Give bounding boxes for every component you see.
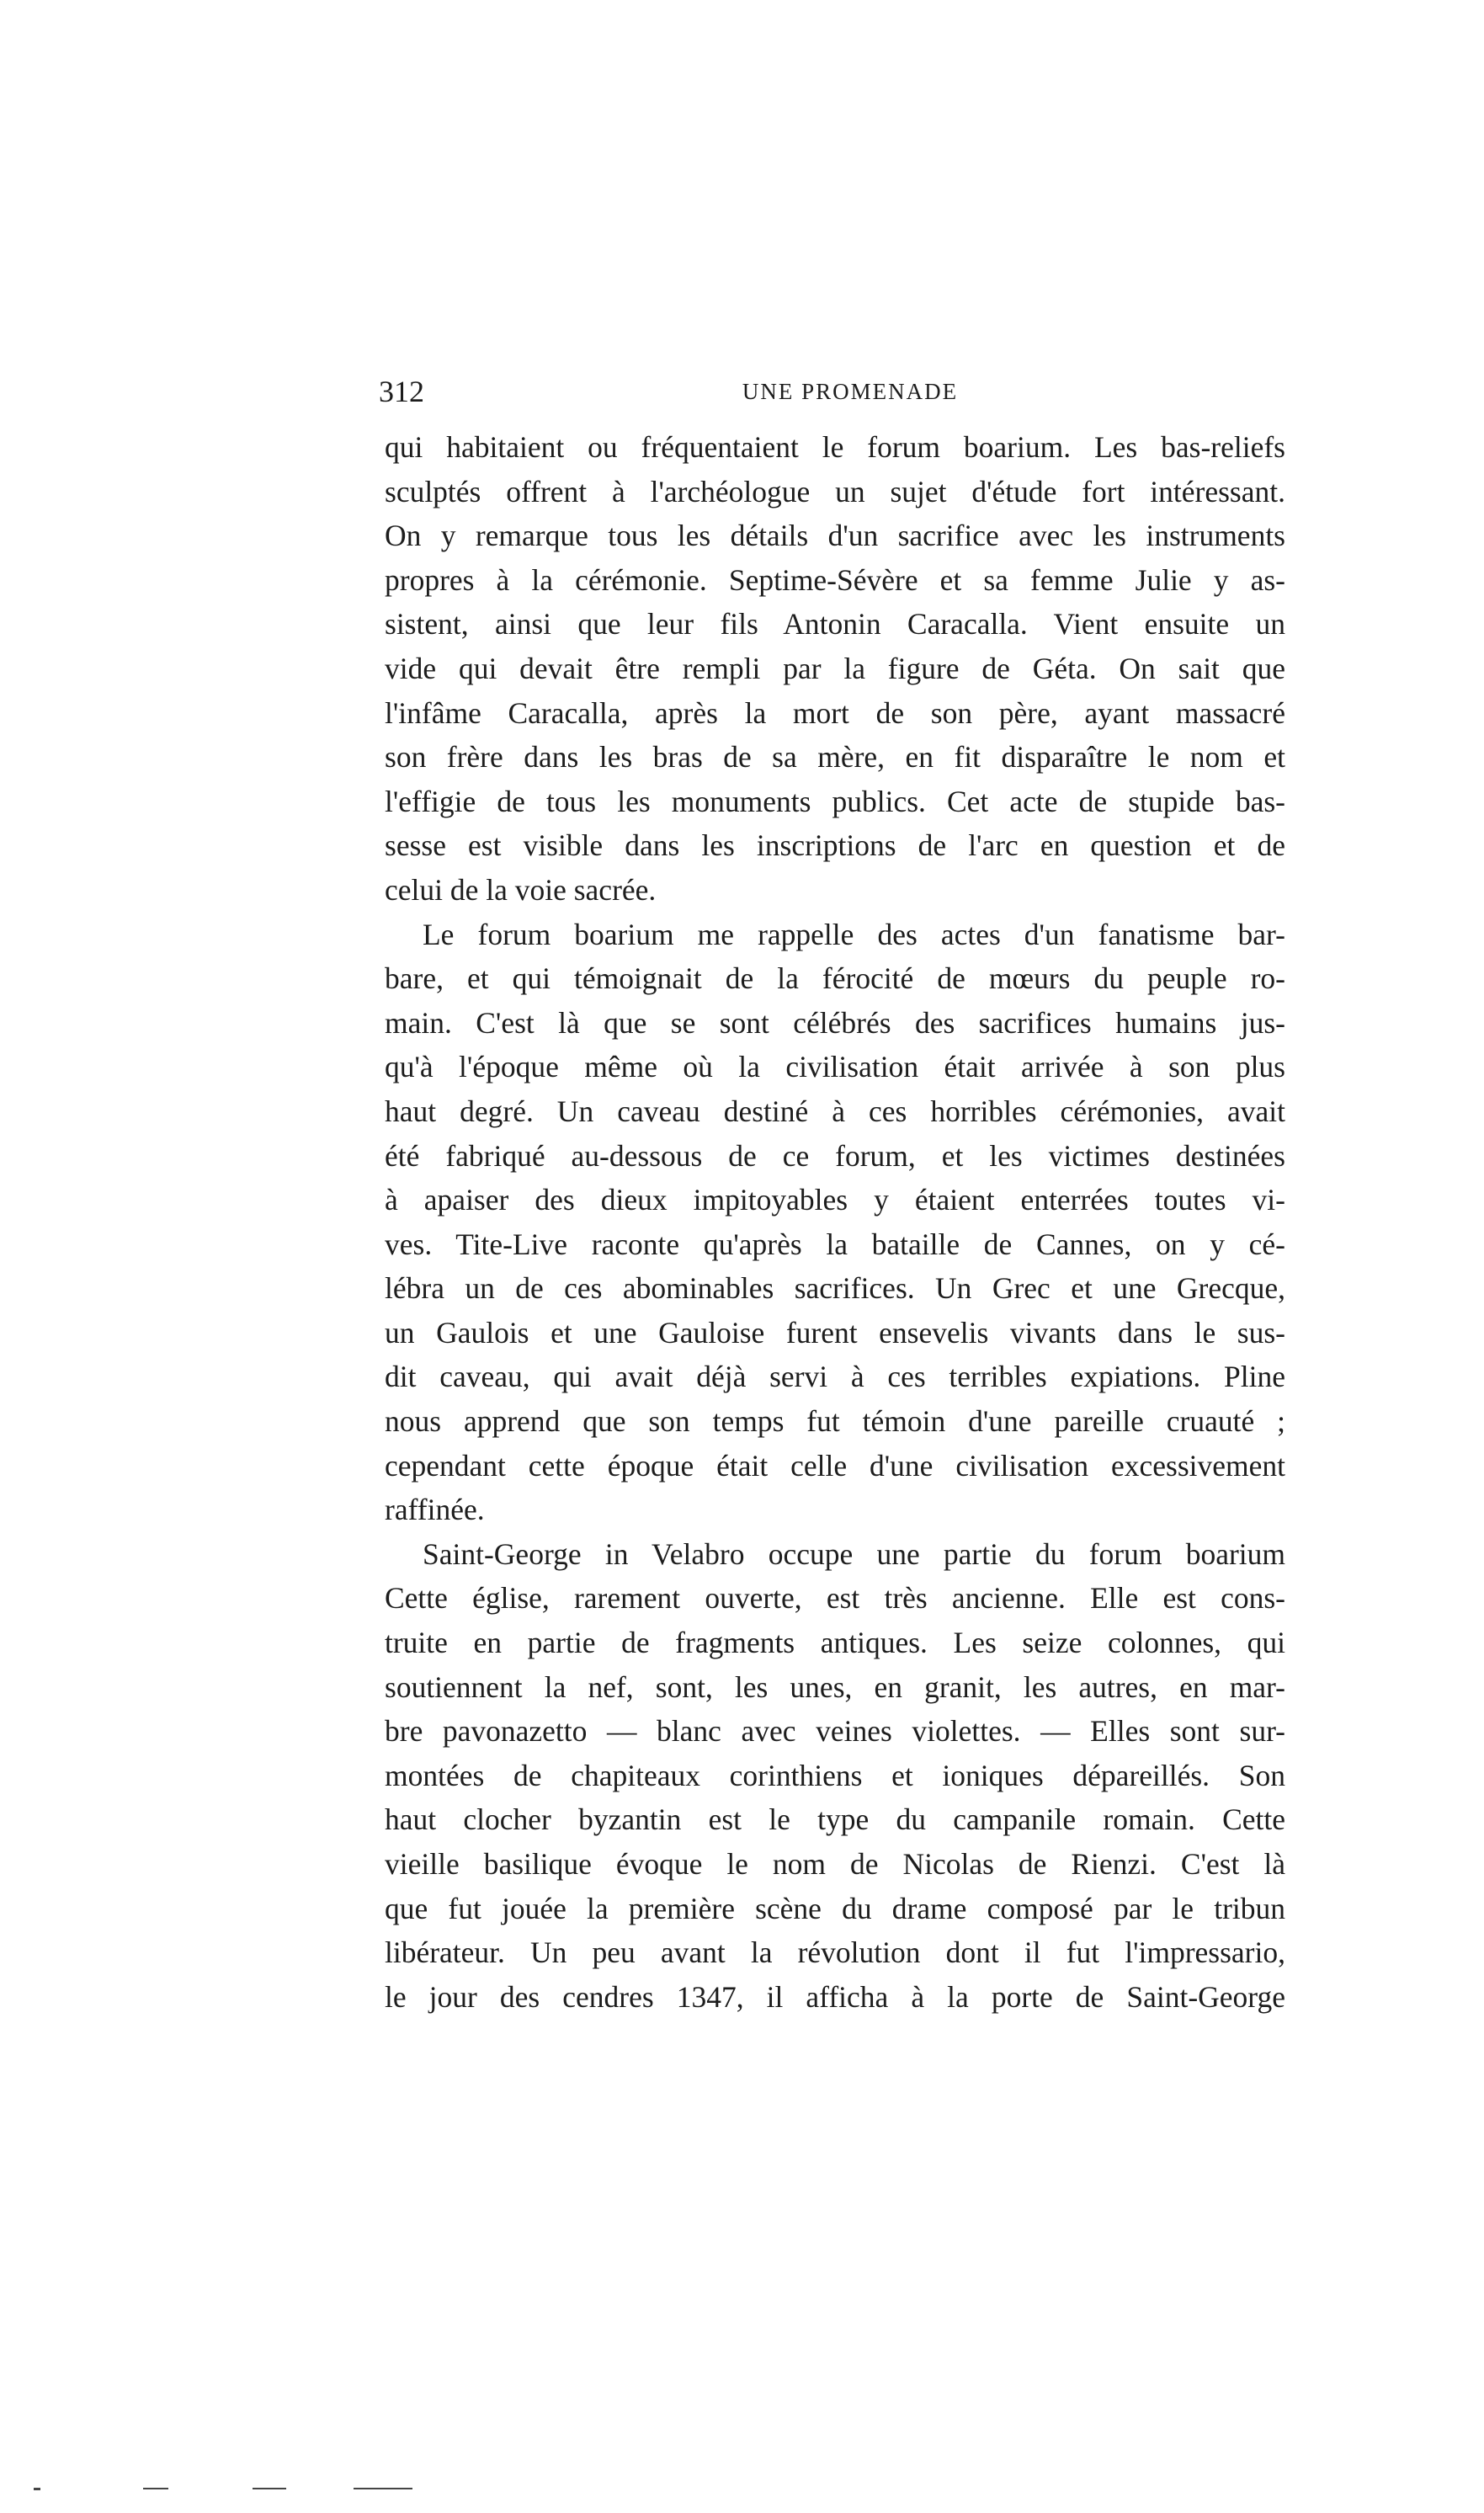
text-line: nous apprend que son temps fut témoin d'une pareille cruauté ; [385,1404,1285,1439]
scan-mark [253,2488,286,2489]
text-line: dit caveau, qui avait déjà servi à ces terribles expiations. Pline [385,1360,1285,1394]
page-header [379,370,1288,413]
text-line: à apaiser des dieux impitoyables y étaient enterrées toutes vi- [385,1183,1285,1217]
text-line: l'infâme Caracalla, après la mort de son père, ayant massacré [385,695,1285,730]
text-line: sesse est visible dans les inscriptions de l'arc en question et de [385,828,1285,863]
text-line: vide qui devait être rempli par la figure de Géta. On sait que [385,651,1285,685]
text-line: main. C'est là que se sont célébrés des sacrifices humains jus- [385,1005,1285,1040]
text-line: truite en partie de fragments antiques. Les seize colonnes, qui [385,1626,1285,1660]
text-line: sistent, ainsi que leur fils Antonin Caracalla. Vient ensuite un [385,607,1285,642]
scan-mark [354,2488,412,2489]
text-line: vieille basilique évoque le nom de Nicolas de Rienzi. C'est là [385,1847,1285,1881]
text-line: Saint-George in Velabro occupe une partie du forum boarium [423,1536,1285,1571]
text-line: cependant cette époque était celle d'une civilisation excessivement [385,1448,1285,1483]
text-line: bre pavonazetto — blanc avec veines violettes. — Elles sont sur- [385,1714,1285,1749]
text-line: raffinée. [385,1493,485,1527]
text-line: montées de chapiteaux corinthiens et ioniques dépareillés. Son [385,1758,1285,1792]
text-line: son frère dans les bras de sa mère, en fit disparaître le nom et [385,740,1285,775]
text-line: qu'à l'époque même où la civilisation était arrivée à son plus [385,1050,1285,1084]
text-line: un Gaulois et une Gauloise furent ensevelis vivants dans le sus- [385,1315,1285,1350]
text-line: le jour des cendres 1347, il afficha à la porte de Saint-George [385,1979,1285,2014]
page-number: 312 [379,375,424,408]
text-line: soutiennent la nef, sont, les unes, en granit, les autres, en mar- [385,1669,1285,1704]
text-line: été fabriqué au-dessous de ce forum, et les victimes destinées [385,1138,1285,1173]
text-line: Le forum boarium me rappelle des actes d'un fanatisme bar- [423,917,1285,951]
text-line: celui de la voie sacrée. [385,872,657,907]
text-line: bare, et qui témoignait de la férocité de mœurs du peuple ro- [385,961,1285,996]
body-text [385,425,1285,2019]
running-title: UNE PROMENADE [742,379,959,404]
text-line: qui habitaient ou fréquentaient le forum boarium. Les bas-reliefs [385,430,1285,464]
text-line: sculptés offrent à l'archéologue un sujet d'étude fort intéressant. [385,474,1285,508]
text-line: libérateur. Un peu avant la révolution dont il fut l'impressario, [385,1935,1285,1970]
text-line: haut clocher byzantin est le type du campanile romain. Cette [385,1802,1285,1837]
scan-mark [143,2488,168,2489]
text-line: lébra un de ces abominables sacrifices. Un Grec et une Grecque, [385,1271,1285,1306]
text-line: ves. Tite-Live raconte qu'après la bataille de Cannes, on y cé- [385,1227,1285,1261]
text-line: propres à la cérémonie. Septime-Sévère et sa femme Julie y as- [385,562,1285,597]
scan-mark [34,2488,40,2490]
text-line: Cette église, rarement ouverte, est très ancienne. Elle est cons- [385,1581,1285,1616]
text-line: que fut jouée la première scène du drame composé par le tribun [385,1891,1285,1925]
text-line: haut degré. Un caveau destiné à ces horribles cérémonies, avait [385,1094,1285,1128]
text-line: On y remarque tous les détails d'un sacrifice avec les instruments [385,519,1285,553]
text-line: l'effigie de tous les monuments publics. Cet acte de stupide bas- [385,784,1285,818]
